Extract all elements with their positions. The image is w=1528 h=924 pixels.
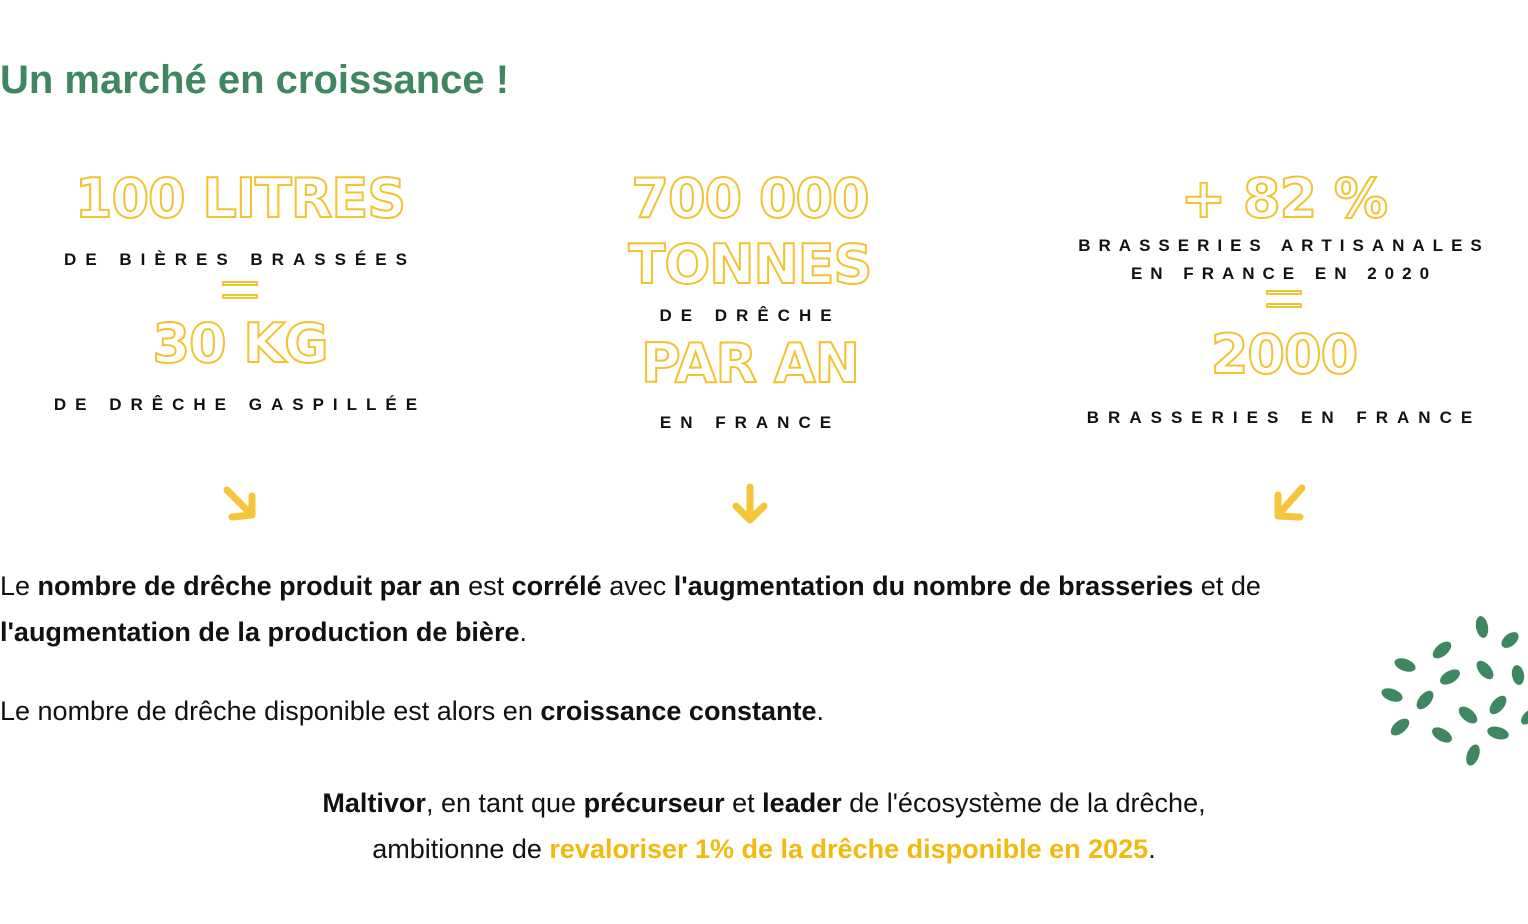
text-run: et: [724, 788, 763, 818]
stat-caption: DE BIÈRES BRASSÉES: [64, 250, 416, 269]
stat-big-value: + 82 %: [1180, 167, 1388, 230]
stat-big-value: PAR AN: [641, 332, 859, 396]
stat-column-liters: [20, 167, 460, 418]
stat-column-breweries: [1040, 167, 1528, 431]
stat-big-value: 2000: [1210, 323, 1358, 386]
page-title: Un marché en croissance !: [0, 58, 510, 102]
stat-big-value: 700 000: [631, 167, 869, 230]
text-run: .: [816, 696, 824, 726]
arrow-down-right-icon: [218, 482, 262, 526]
text-run: avec: [601, 571, 674, 601]
stat-big-value: 30 KG: [152, 312, 328, 376]
text-run: et de: [1193, 571, 1261, 601]
bold-text: leader: [762, 788, 842, 818]
grain-seeds-icon: [1370, 605, 1528, 770]
stat-caption: DE DRÊCHE GASPILLÉE: [53, 395, 427, 415]
stat-caption: EN FRANCE: [659, 413, 841, 433]
arrow-down-icon: [728, 482, 772, 526]
text-run: Le: [0, 571, 38, 601]
bold-text: corrélé: [511, 571, 602, 601]
bold-text: l'augmentation du nombre de brasseries: [673, 571, 1194, 601]
bold-text: nombre de drêche produit par an: [37, 571, 461, 601]
text-run: de l'écosystème de la drêche,: [841, 788, 1206, 818]
stat-caption: DE DRÊCHE: [659, 306, 841, 325]
stat-column-tonnes: [530, 167, 970, 436]
text-run: , en tant que: [425, 788, 584, 818]
text-run: .: [519, 617, 527, 647]
stat-caption: BRASSERIES EN FRANCE: [1086, 408, 1482, 427]
stat-big-value: 100 LITRES: [74, 167, 406, 230]
paragraph-ambition: [0, 780, 1528, 872]
equals-icon: [1266, 290, 1302, 308]
bold-text: l'augmentation de la production de bière: [0, 617, 520, 647]
text-run: est: [460, 571, 512, 601]
text-run: .: [1148, 834, 1156, 864]
bold-text: Maltivor: [322, 788, 426, 818]
bold-text: précurseur: [583, 788, 725, 818]
bold-text: croissance constante: [540, 696, 817, 726]
text-run: Le nombre de drêche disponible est alors en: [0, 696, 541, 726]
stat-big-value: TONNES: [628, 233, 872, 296]
text-run: ambitionne de: [372, 834, 550, 864]
equals-icon: [222, 281, 258, 299]
stat-caption: BRASSERIES ARTISANALES: [1078, 236, 1490, 255]
stat-caption: EN FRANCE EN 2020: [1130, 264, 1438, 283]
paragraph-growth: [0, 688, 824, 734]
highlight-text: revaloriser 1% de la drêche disponible en 2025: [549, 834, 1149, 864]
arrow-down-left-icon: [1268, 482, 1312, 526]
paragraph-correlation: [0, 563, 1261, 655]
